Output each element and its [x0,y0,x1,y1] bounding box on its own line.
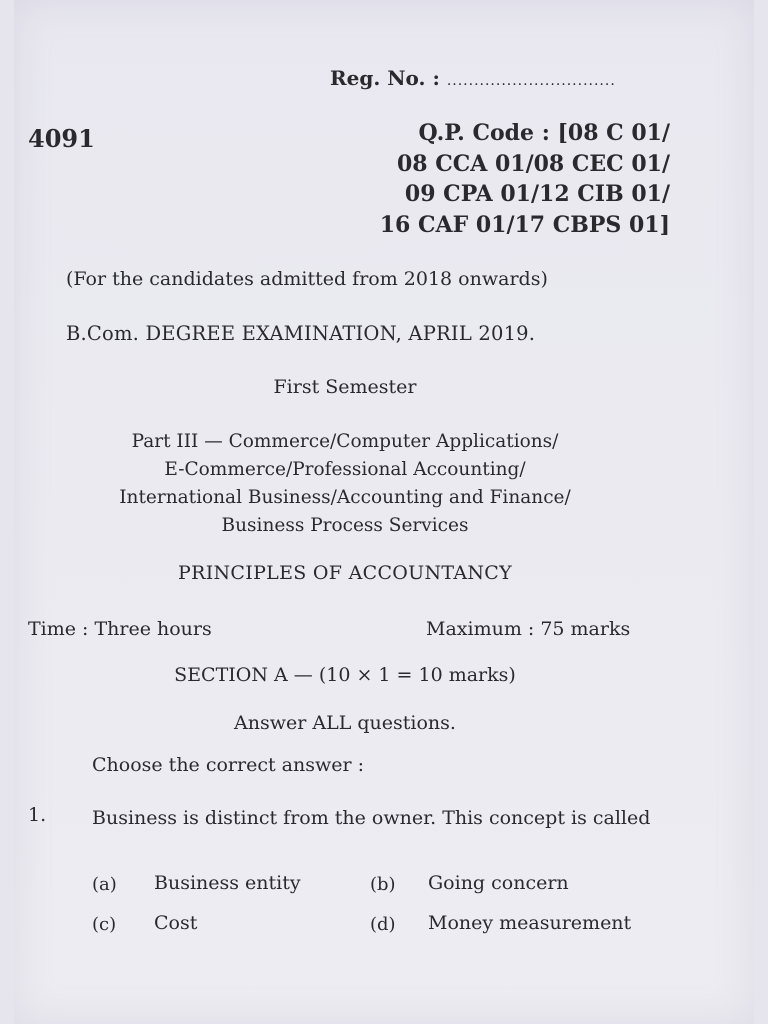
option-text: Going concern [428,872,569,894]
option-text: Cost [154,912,198,934]
qp-code-line: 08 CCA 01/08 CEC 01/ [396,150,670,177]
reg-no-field [330,66,616,90]
qp-code-line: Q.P. Code : [08 C 01/ [418,120,670,146]
subject-block [0,428,690,540]
subject-line: E-Commerce/Professional Accounting/ [164,459,526,480]
time-label: Time : Three hours [28,618,212,640]
question-number: 1. [28,804,47,826]
paper-code: 4091 [28,124,95,153]
reg-no-blank: ............................... [446,73,616,89]
course-title: PRINCIPLES OF ACCOUNTANCY [178,562,512,584]
section-sub-instruction: Choose the correct answer : [92,754,364,776]
candidates-note: (For the candidates admitted from 2018 onwards) [66,268,548,290]
option-label: (a) [92,874,117,895]
reg-no-label: Reg. No. : [330,66,440,90]
qp-code-block [380,118,670,240]
qp-code-line: 09 CPA 01/12 CIB 01/ [404,181,670,207]
max-marks-label: Maximum : 75 marks [426,618,631,640]
question-text: Business is distinct from the owner. This concept is called [92,807,651,829]
option-label: (c) [92,914,117,935]
semester-label: First Semester [273,376,417,398]
subject-line: Business Process Services [221,515,469,536]
subject-line: Part III — Commerce/Computer Applications/ [131,431,559,452]
option-label: (b) [370,874,396,895]
section-instruction: Answer ALL questions. [234,712,456,734]
subject-line: International Business/Accounting and Finance/ [119,487,571,508]
qp-code-line: 16 CAF 01/17 CBPS 01] [379,211,670,238]
degree-title: B.Com. DEGREE EXAMINATION, APRIL 2019. [66,322,536,345]
section-heading: SECTION A — (10 × 1 = 10 marks) [174,664,516,686]
option-label: (d) [370,914,396,935]
option-text: Money measurement [428,912,632,934]
option-text: Business entity [154,872,301,894]
